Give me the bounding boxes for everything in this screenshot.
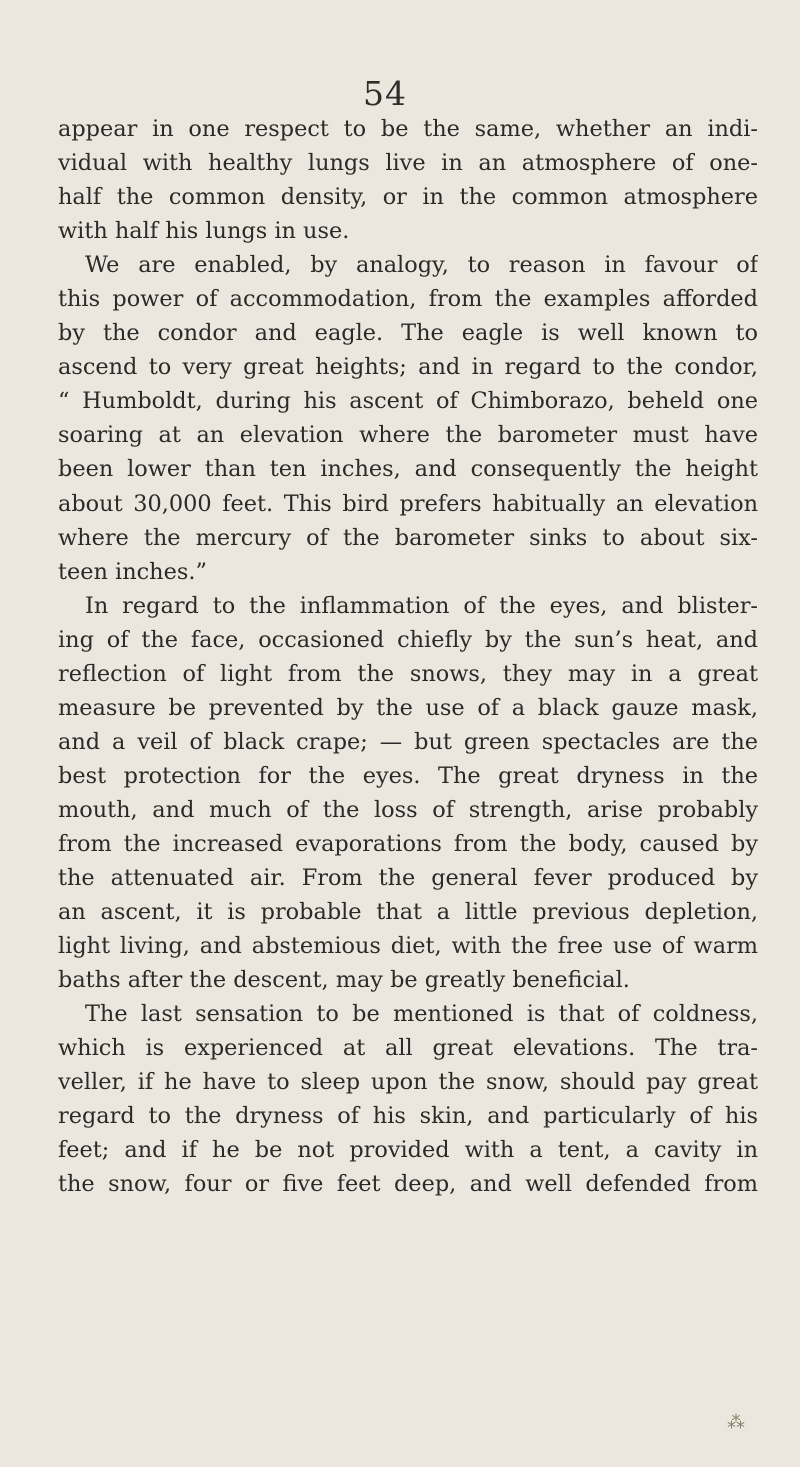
body-text — [58, 112, 758, 1202]
text-line: measure be prevented by the use of a black gauze mask, — [58, 694, 758, 721]
text-line: half the common density, or in the common atmosphere — [58, 184, 758, 211]
ink-smudge-icon: ⁂ — [727, 1412, 745, 1433]
text-line: appear in one respect to be the same, whether an indi- — [58, 116, 758, 142]
text-line: mouth, and much of the loss of strength, arise probably — [58, 796, 758, 823]
text-line: an ascent, it is probable that a little previous depletion, — [58, 899, 758, 926]
text-line: this power of accommodation, from the examples afforded — [58, 286, 758, 313]
text-line: and a veil of black crape; — but green spectacles are the — [58, 728, 758, 755]
text-line: feet; and if he be not provided with a tent, a cavity in — [58, 1137, 758, 1164]
text-line: with half his lungs in use. — [58, 218, 350, 245]
text-line: from the increased evaporations from the body, caused by — [58, 830, 758, 857]
text-line: teen inches.” — [58, 558, 207, 585]
text-line: vidual with healthy lungs live in an atmosphere of one- — [58, 150, 758, 177]
text-line: In regard to the inflammation of the eyes, and blister- — [85, 592, 758, 619]
text-line: been lower than ten inches, and consequently the height — [58, 456, 758, 483]
text-line: about 30,000 feet. This bird prefers habitually an elevation — [58, 490, 758, 517]
text-line: soaring at an elevation where the barometer must have — [58, 422, 758, 449]
text-line: “ Humboldt, during his ascent of Chimborazo, beheld one — [58, 388, 758, 415]
text-line: The last sensation to be mentioned is that of coldness, — [85, 1001, 758, 1028]
page-number: 54 — [363, 74, 407, 113]
text-line: baths after the descent, may be greatly beneficial. — [58, 967, 630, 994]
text-line: by the condor and eagle. The eagle is well known to — [58, 320, 758, 347]
text-line: ascend to very great heights; and in regard to the condor, — [58, 354, 758, 381]
text-line: the snow, four or five feet deep, and well defended from — [58, 1171, 758, 1198]
text-line: which is experienced at all great elevations. The tra- — [58, 1035, 758, 1062]
text-line: veller, if he have to sleep upon the snow, should pay great — [58, 1069, 758, 1096]
text-line: the attenuated air. From the general fever produced by — [58, 865, 758, 892]
text-line: light living, and abstemious diet, with the free use of warm — [58, 933, 758, 960]
text-line: regard to the dryness of his skin, and particularly of his — [58, 1103, 758, 1130]
text-line: reflection of light from the snows, they may in a great — [58, 660, 758, 687]
text-line: best protection for the eyes. The great dryness in the — [58, 762, 758, 789]
text-line: ing of the face, occasioned chiefly by the sun’s heat, and — [58, 626, 758, 653]
text-line: where the mercury of the barometer sinks to about six- — [58, 524, 758, 551]
text-line: We are enabled, by analogy, to reason in favour of — [85, 252, 758, 279]
